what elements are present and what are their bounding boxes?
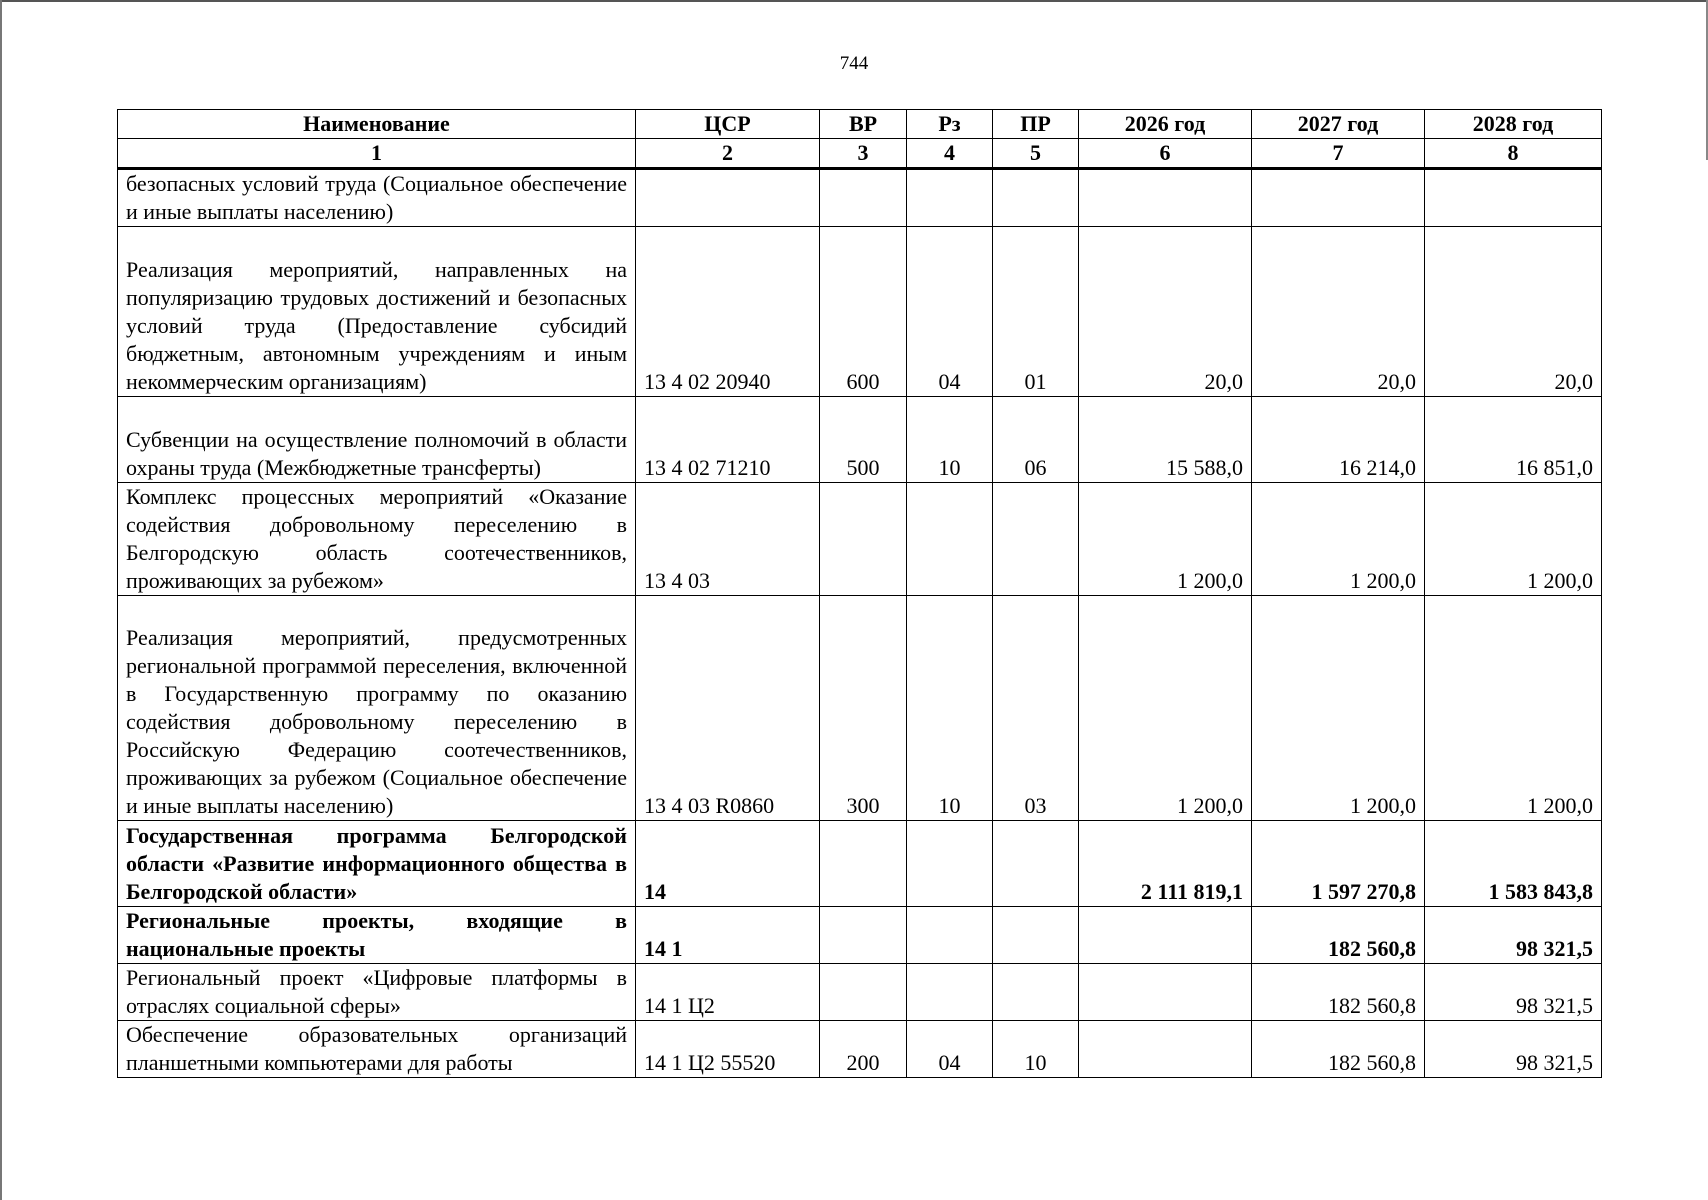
row-rz bbox=[907, 169, 993, 227]
row-2027: 182 560,8 bbox=[1252, 907, 1425, 964]
row-vr: 300 bbox=[820, 596, 907, 821]
row-2028: 1 583 843,8 bbox=[1425, 821, 1602, 907]
row-pr bbox=[993, 964, 1079, 1021]
row-2026: 20,0 bbox=[1079, 227, 1252, 397]
row-rz: 04 bbox=[907, 227, 993, 397]
table-row bbox=[118, 397, 1602, 483]
row-2028: 16 851,0 bbox=[1425, 397, 1602, 483]
row-pr: 10 bbox=[993, 1021, 1079, 1078]
row-name: безопасных условий труда (Социальное обеспечение и иные выплаты населению) bbox=[118, 169, 636, 227]
row-2026 bbox=[1079, 907, 1252, 964]
row-rz: 10 bbox=[907, 397, 993, 483]
row-name: Реализация мероприятий, направленных на популяризацию трудовых достижений и безопасных условий труда (Предоставление субсидий бюджетным, автономным учреждениям и иным некоммерческим организациям) bbox=[118, 227, 636, 397]
table-row bbox=[118, 483, 1602, 596]
row-vr: 600 bbox=[820, 227, 907, 397]
row-2026 bbox=[1079, 1021, 1252, 1078]
row-csr: 14 bbox=[636, 821, 820, 907]
row-rz bbox=[907, 483, 993, 596]
column-header: Наименование bbox=[118, 110, 636, 139]
budget-table bbox=[117, 109, 1602, 1078]
column-number: 6 bbox=[1079, 139, 1252, 169]
table-row bbox=[118, 821, 1602, 907]
row-2027: 182 560,8 bbox=[1252, 1021, 1425, 1078]
scan-left-border bbox=[0, 0, 2, 1200]
row-2026 bbox=[1079, 964, 1252, 1021]
table-row bbox=[118, 169, 1602, 227]
row-vr bbox=[820, 907, 907, 964]
row-csr: 14 1 Ц2 55520 bbox=[636, 1021, 820, 1078]
row-2027: 1 200,0 bbox=[1252, 483, 1425, 596]
column-header: Рз bbox=[907, 110, 993, 139]
column-number: 8 bbox=[1425, 139, 1602, 169]
row-2026 bbox=[1079, 169, 1252, 227]
row-csr: 13 4 03 R0860 bbox=[636, 596, 820, 821]
scan-top-border bbox=[0, 0, 1708, 2]
row-csr: 13 4 02 71210 bbox=[636, 397, 820, 483]
row-vr bbox=[820, 169, 907, 227]
row-2028: 98 321,5 bbox=[1425, 907, 1602, 964]
column-number-row bbox=[118, 139, 1602, 169]
column-number: 1 bbox=[118, 139, 636, 169]
row-vr bbox=[820, 483, 907, 596]
column-number: 4 bbox=[907, 139, 993, 169]
row-csr: 14 1 Ц2 bbox=[636, 964, 820, 1021]
row-2027: 16 214,0 bbox=[1252, 397, 1425, 483]
row-rz bbox=[907, 821, 993, 907]
row-2027: 20,0 bbox=[1252, 227, 1425, 397]
row-name: Региональные проекты, входящие в национальные проекты bbox=[118, 907, 636, 964]
column-header: 2026 год bbox=[1079, 110, 1252, 139]
column-number: 5 bbox=[993, 139, 1079, 169]
row-vr bbox=[820, 821, 907, 907]
column-header: ПР bbox=[993, 110, 1079, 139]
row-2027: 182 560,8 bbox=[1252, 964, 1425, 1021]
row-pr: 01 bbox=[993, 227, 1079, 397]
row-name: Обеспечение образовательных организаций планшетными компьютерами для работы bbox=[118, 1021, 636, 1078]
row-csr bbox=[636, 169, 820, 227]
page-number: 744 bbox=[839, 53, 869, 74]
row-2027 bbox=[1252, 169, 1425, 227]
row-name: Комплекс процессных мероприятий «Оказание содействия добровольному переселению в Белгородскую область соотечественников, проживающих за рубежом» bbox=[118, 483, 636, 596]
row-csr: 13 4 03 bbox=[636, 483, 820, 596]
column-number: 3 bbox=[820, 139, 907, 169]
table-row bbox=[118, 907, 1602, 964]
row-name: Государственная программа Белгородской области «Развитие информационного общества в Белгородской области» bbox=[118, 821, 636, 907]
row-pr bbox=[993, 907, 1079, 964]
row-csr: 14 1 bbox=[636, 907, 820, 964]
row-2028: 98 321,5 bbox=[1425, 964, 1602, 1021]
row-name: Субвенции на осуществление полномочий в области охраны труда (Межбюджетные трансферты) bbox=[118, 397, 636, 483]
table-row bbox=[118, 964, 1602, 1021]
row-2026: 2 111 819,1 bbox=[1079, 821, 1252, 907]
row-rz bbox=[907, 964, 993, 1021]
row-name: Реализация мероприятий, предусмотренных региональной программой переселения, включенной в Государственную программу по оказанию содействия добровольному переселению в Российскую Федерацию соотечественников, проживающих за рубежом (Социальное обеспечение и иные выплаты населению) bbox=[118, 596, 636, 821]
header-row bbox=[118, 110, 1602, 139]
row-2026: 1 200,0 bbox=[1079, 596, 1252, 821]
row-2028: 20,0 bbox=[1425, 227, 1602, 397]
row-2027: 1 597 270,8 bbox=[1252, 821, 1425, 907]
row-pr bbox=[993, 169, 1079, 227]
column-header: 2027 год bbox=[1252, 110, 1425, 139]
row-rz: 04 bbox=[907, 1021, 993, 1078]
row-2027: 1 200,0 bbox=[1252, 596, 1425, 821]
row-vr: 500 bbox=[820, 397, 907, 483]
row-name: Региональный проект «Цифровые платформы в отраслях социальной сферы» bbox=[118, 964, 636, 1021]
column-header: ВР bbox=[820, 110, 907, 139]
row-pr bbox=[993, 483, 1079, 596]
row-pr: 03 bbox=[993, 596, 1079, 821]
row-2028: 98 321,5 bbox=[1425, 1021, 1602, 1078]
row-2026: 1 200,0 bbox=[1079, 483, 1252, 596]
row-pr: 06 bbox=[993, 397, 1079, 483]
row-rz bbox=[907, 907, 993, 964]
column-number: 2 bbox=[636, 139, 820, 169]
row-vr bbox=[820, 964, 907, 1021]
column-header: 2028 год bbox=[1425, 110, 1602, 139]
row-2026: 15 588,0 bbox=[1079, 397, 1252, 483]
table-row bbox=[118, 596, 1602, 821]
column-header: ЦСР bbox=[636, 110, 820, 139]
column-number: 7 bbox=[1252, 139, 1425, 169]
table-row bbox=[118, 1021, 1602, 1078]
row-pr bbox=[993, 821, 1079, 907]
table-row bbox=[118, 227, 1602, 397]
row-2028: 1 200,0 bbox=[1425, 596, 1602, 821]
row-vr: 200 bbox=[820, 1021, 907, 1078]
row-2028: 1 200,0 bbox=[1425, 483, 1602, 596]
row-2028 bbox=[1425, 169, 1602, 227]
row-rz: 10 bbox=[907, 596, 993, 821]
row-csr: 13 4 02 20940 bbox=[636, 227, 820, 397]
